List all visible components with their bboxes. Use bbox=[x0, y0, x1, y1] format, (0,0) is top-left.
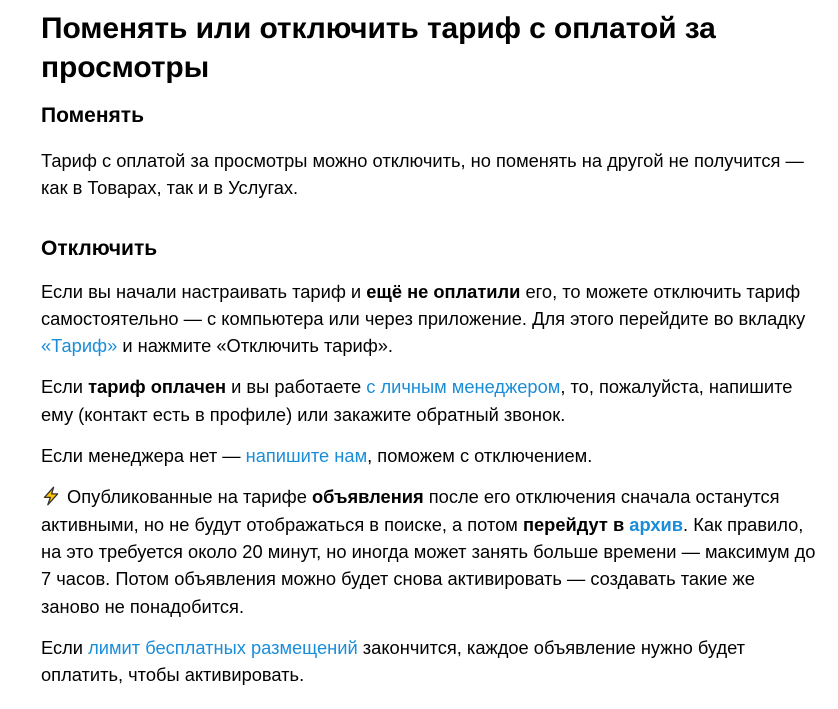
unpaid-tariff-paragraph: Если вы начали настраивать тариф и ещё не оплатили его, то можете отключить тариф самостоятельно — с компьютера или через приложение. Для этого перейдите во вкладку «Тариф» и нажмите «Отключить тариф». bbox=[41, 280, 806, 357]
page-title: Поменять или отключить тариф с оплатой за просмотры bbox=[41, 12, 716, 84]
lightning-icon bbox=[41, 486, 61, 506]
write-to-us-link[interactable]: напишите нам bbox=[245, 445, 368, 467]
not-paid-emphasis: ещё не оплатили bbox=[366, 280, 521, 302]
listings-emphasis: объявления bbox=[311, 486, 424, 508]
listings-note-paragraph: Опубликованные на тарифе объявления после его отключения сначала останутся активными, но не будут отображаться в поиске, а потом перейдут в архив. Как правило, на это требуется около 20 минут, но иногда может занять больше времени — максимум до 7 часов. Потом объявления можно будет снова активировать — создавать такие же заново не понадобится. bbox=[41, 486, 816, 617]
no-manager-paragraph: Если менеджера нет — напишите нам, поможем с отключением. bbox=[41, 445, 593, 467]
free-limit-paragraph: Если лимит бесплатных размещений закончится, каждое объявление нужно будет оплатить, чтобы активировать. bbox=[41, 636, 746, 686]
change-paragraph: Тариф с оплатой за просмотры можно отключить, но поменять на другой не получится — как в Товарах, так и в Услугах. bbox=[41, 150, 804, 199]
archive-link[interactable]: архив bbox=[629, 513, 684, 535]
tariff-paid-emphasis: тариф оплачен bbox=[88, 376, 227, 398]
personal-manager-link[interactable]: с личным менеджером bbox=[366, 376, 561, 398]
section-heading-disable: Отключить bbox=[41, 236, 158, 260]
move-to-emphasis: перейдут в bbox=[522, 513, 630, 535]
section-heading-change: Поменять bbox=[41, 104, 144, 127]
paid-tariff-paragraph: Если тариф оплачен и вы работаете с личным менеджером, то, пожалуйста, напишите ему (контакт есть в профиле) или закажите обратный звонок. bbox=[41, 376, 793, 425]
free-listings-limit-link[interactable]: лимит бесплатных размещений bbox=[88, 636, 358, 658]
tariff-tab-link[interactable]: «Тариф» bbox=[41, 335, 118, 357]
